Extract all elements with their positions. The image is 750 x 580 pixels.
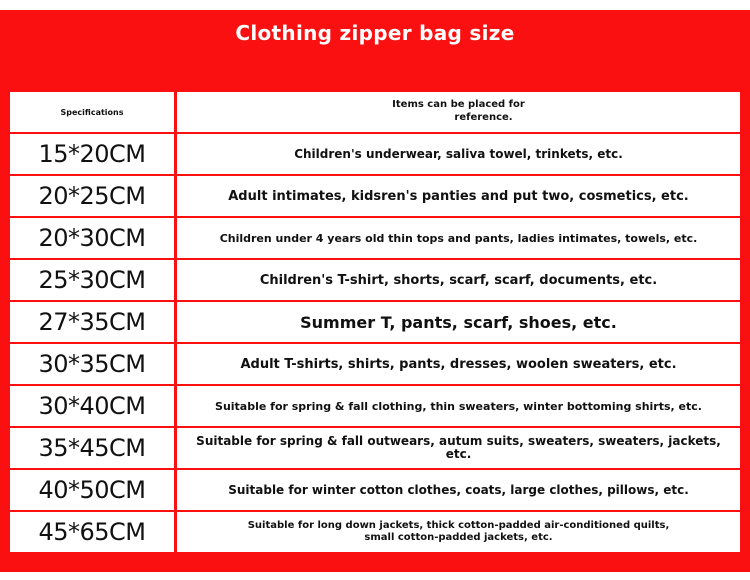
header-items-line2: reference. [454,112,513,123]
table-row [10,134,740,176]
size-table [10,92,740,552]
table-row [10,218,740,260]
table-row [10,176,740,218]
items-cell: Suitable for winter cotton clothes, coats, large clothes, pillows, etc. [228,482,689,497]
size-cell: 30*35CM [38,350,146,378]
items-cell: Suitable for spring & fall clothing, thin sweaters, winter bottoming shirts, etc. [215,399,702,413]
items-cell: Suitable for spring & fall outwears, autum suits, sweaters, sweaters, jackets, etc. [196,434,721,461]
size-cell: 27*35CM [38,308,146,336]
size-cell: 45*65CM [38,518,146,546]
header-items [177,98,740,124]
size-cell: 40*50CM [38,476,146,504]
items-cell: Adult intimates, kidsren's panties and put two, cosmetics, etc. [228,188,689,204]
table-row [10,428,740,470]
items-cell: Suitable for long down jackets, thick cotton-padded air-conditioned quilts, small cotton-padded jackets, etc. [247,520,670,543]
table-row [10,470,740,512]
size-cell: 30*40CM [38,392,146,420]
header-items-line1: Items can be placed for [392,99,525,110]
column-divider [174,92,177,552]
size-cell: 25*30CM [38,266,146,294]
size-cell: 20*30CM [38,224,146,252]
table-row [10,344,740,386]
page-title: Clothing zipper bag size [235,21,515,45]
items-cell: Children's underwear, saliva towel, trinkets, etc. [294,146,623,161]
items-cell: Summer T, pants, scarf, shoes, etc. [300,312,617,332]
table-row [10,386,740,428]
size-cell: 35*45CM [38,434,146,462]
table-row [10,512,740,552]
table-row [10,260,740,302]
table-row [10,302,740,344]
header-specifications: Specifications [60,107,124,117]
items-cell: Children under 4 years old thin tops and pants, ladies intimates, towels, etc. [219,231,698,245]
size-cell: 20*25CM [38,182,146,210]
size-cell: 15*20CM [38,140,146,168]
table-header [10,92,740,134]
items-cell: Children's T-shirt, shorts, scarf, scarf, documents, etc. [259,272,658,288]
items-cell: Adult T-shirts, shirts, pants, dresses, woolen sweaters, etc. [240,356,677,372]
